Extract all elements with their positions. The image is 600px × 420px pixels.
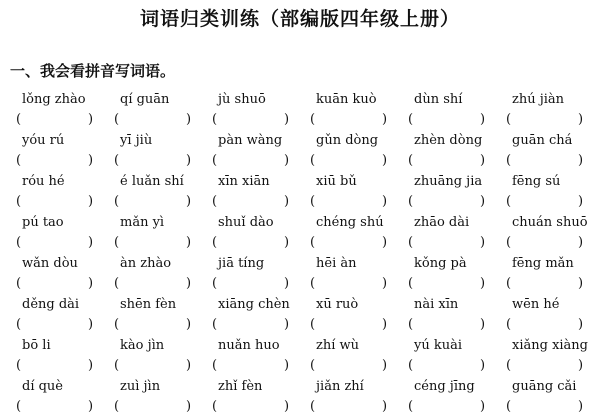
left-paren: ( [16,153,22,168]
right-paren: ) [578,112,584,127]
right-paren: ) [186,399,192,414]
word-row [16,174,600,215]
left-paren: ( [506,194,512,209]
left-paren: ( [506,399,512,414]
left-paren: ( [16,112,22,127]
pinyin-text: jù shuō [218,92,266,107]
left-paren: ( [310,235,316,250]
left-paren: ( [114,112,120,127]
right-paren: ) [480,317,486,332]
pinyin-text: hēi àn [316,256,357,271]
right-paren: ) [284,358,290,373]
right-paren: ) [382,317,388,332]
pinyin-text: shēn fèn [120,297,177,312]
left-paren: ( [310,194,316,209]
pinyin-text: zuì jìn [120,379,161,394]
right-paren: ) [186,194,192,209]
left-paren: ( [114,235,120,250]
pinyin-text: guān chá [512,133,573,148]
right-paren: ) [284,276,290,291]
pinyin-text: lǒng zhào [22,92,86,107]
pinyin-text: fēng sú [512,174,561,189]
word-row [16,297,600,338]
left-paren: ( [114,358,120,373]
pinyin-text: chuán shuō [512,215,588,230]
left-paren: ( [310,358,316,373]
left-paren: ( [212,194,218,209]
left-paren: ( [506,235,512,250]
left-paren: ( [16,399,22,414]
section-heading: 一、我会看拼音写词语。 [10,62,176,80]
word-row [16,379,600,420]
left-paren: ( [310,276,316,291]
right-paren: ) [480,276,486,291]
pinyin-grid [16,92,600,420]
right-paren: ) [382,153,388,168]
left-paren: ( [114,276,120,291]
pinyin-text: xiū bǔ [316,174,357,189]
pinyin-text: nuǎn huo [218,338,280,353]
pinyin-text: xiǎng xiàng [512,338,589,353]
word-row [16,256,600,297]
pinyin-text: kuān kuò [316,92,377,107]
left-paren: ( [408,153,414,168]
left-paren: ( [506,276,512,291]
right-paren: ) [88,276,94,291]
left-paren: ( [506,358,512,373]
left-paren: ( [506,317,512,332]
left-paren: ( [408,317,414,332]
right-paren: ) [382,358,388,373]
pinyin-text: kào jìn [120,338,165,353]
left-paren: ( [408,358,414,373]
left-paren: ( [506,112,512,127]
right-paren: ) [284,112,290,127]
left-paren: ( [16,194,22,209]
pinyin-text: fēng mǎn [512,256,574,271]
left-paren: ( [16,235,22,250]
left-paren: ( [114,153,120,168]
right-paren: ) [88,235,94,250]
right-paren: ) [480,194,486,209]
pinyin-text: zhāo dài [414,215,470,230]
pinyin-text: qí guān [120,92,170,107]
right-paren: ) [382,194,388,209]
left-paren: ( [212,317,218,332]
right-paren: ) [88,194,94,209]
pinyin-text: bō li [22,338,51,353]
right-paren: ) [88,358,94,373]
pinyin-text: mǎn yì [120,215,165,230]
pinyin-text: yī jiù [120,133,153,148]
left-paren: ( [16,358,22,373]
right-paren: ) [186,317,192,332]
right-paren: ) [382,112,388,127]
right-paren: ) [382,399,388,414]
right-paren: ) [88,317,94,332]
word-row [16,133,600,174]
pinyin-text: dí què [22,379,63,394]
right-paren: ) [480,399,486,414]
pinyin-text: jiǎn zhí [316,379,364,394]
pinyin-text: céng jīng [414,379,475,394]
pinyin-text: shuǐ dào [218,215,274,230]
left-paren: ( [212,399,218,414]
pinyin-text: pú tao [22,215,64,230]
pinyin-text: wǎn dòu [22,256,78,271]
right-paren: ) [284,399,290,414]
right-paren: ) [186,153,192,168]
pinyin-text: zhí wù [316,338,360,353]
right-paren: ) [480,235,486,250]
pinyin-text: zhuāng jia [414,174,483,189]
left-paren: ( [212,153,218,168]
right-paren: ) [578,235,584,250]
pinyin-text: kǒng pà [414,256,467,271]
right-paren: ) [578,276,584,291]
pinyin-text: pàn wàng [218,133,283,148]
right-paren: ) [578,194,584,209]
pinyin-text: àn zhào [120,256,172,271]
right-paren: ) [88,153,94,168]
right-paren: ) [382,276,388,291]
pinyin-text: yóu rú [22,133,65,148]
right-paren: ) [480,112,486,127]
pinyin-text: guāng cǎi [512,379,577,394]
right-paren: ) [284,153,290,168]
left-paren: ( [212,112,218,127]
left-paren: ( [408,194,414,209]
pinyin-text: jiā tíng [218,256,265,271]
right-paren: ) [578,399,584,414]
pinyin-text: zhǐ fèn [218,379,263,394]
left-paren: ( [212,276,218,291]
right-paren: ) [578,317,584,332]
word-row [16,215,600,256]
pinyin-text: é luǎn shí [120,174,184,189]
pinyin-text: zhú jiàn [512,92,565,107]
pinyin-text: xīn xiān [218,174,270,189]
left-paren: ( [114,317,120,332]
page-title: 词语归类训练（部编版四年级上册） [139,8,460,30]
right-paren: ) [284,235,290,250]
word-row [16,92,600,133]
left-paren: ( [212,358,218,373]
left-paren: ( [506,153,512,168]
right-paren: ) [186,358,192,373]
right-paren: ) [186,235,192,250]
left-paren: ( [408,399,414,414]
pinyin-text: nài xīn [414,297,459,312]
right-paren: ) [284,317,290,332]
right-paren: ) [88,112,94,127]
right-paren: ) [480,358,486,373]
left-paren: ( [310,317,316,332]
left-paren: ( [310,112,316,127]
pinyin-text: chéng shú [316,215,384,230]
pinyin-text: děng dài [22,297,80,312]
pinyin-text: wēn hé [512,297,560,312]
pinyin-text: róu hé [22,174,65,189]
left-paren: ( [408,235,414,250]
left-paren: ( [310,399,316,414]
pinyin-text: dùn shí [414,92,463,107]
right-paren: ) [578,358,584,373]
right-paren: ) [382,235,388,250]
pinyin-text: xiāng chèn [218,297,290,312]
right-paren: ) [284,194,290,209]
right-paren: ) [480,153,486,168]
left-paren: ( [16,276,22,291]
left-paren: ( [16,317,22,332]
word-row [16,338,600,379]
left-paren: ( [408,276,414,291]
right-paren: ) [186,276,192,291]
left-paren: ( [114,194,120,209]
pinyin-text: gǔn dòng [316,133,379,148]
left-paren: ( [310,153,316,168]
right-paren: ) [88,399,94,414]
pinyin-text: yú kuài [414,338,463,353]
right-paren: ) [186,112,192,127]
pinyin-text: zhèn dòng [414,133,483,148]
pinyin-text: xū ruò [316,297,359,312]
left-paren: ( [114,399,120,414]
left-paren: ( [212,235,218,250]
right-paren: ) [578,153,584,168]
left-paren: ( [408,112,414,127]
